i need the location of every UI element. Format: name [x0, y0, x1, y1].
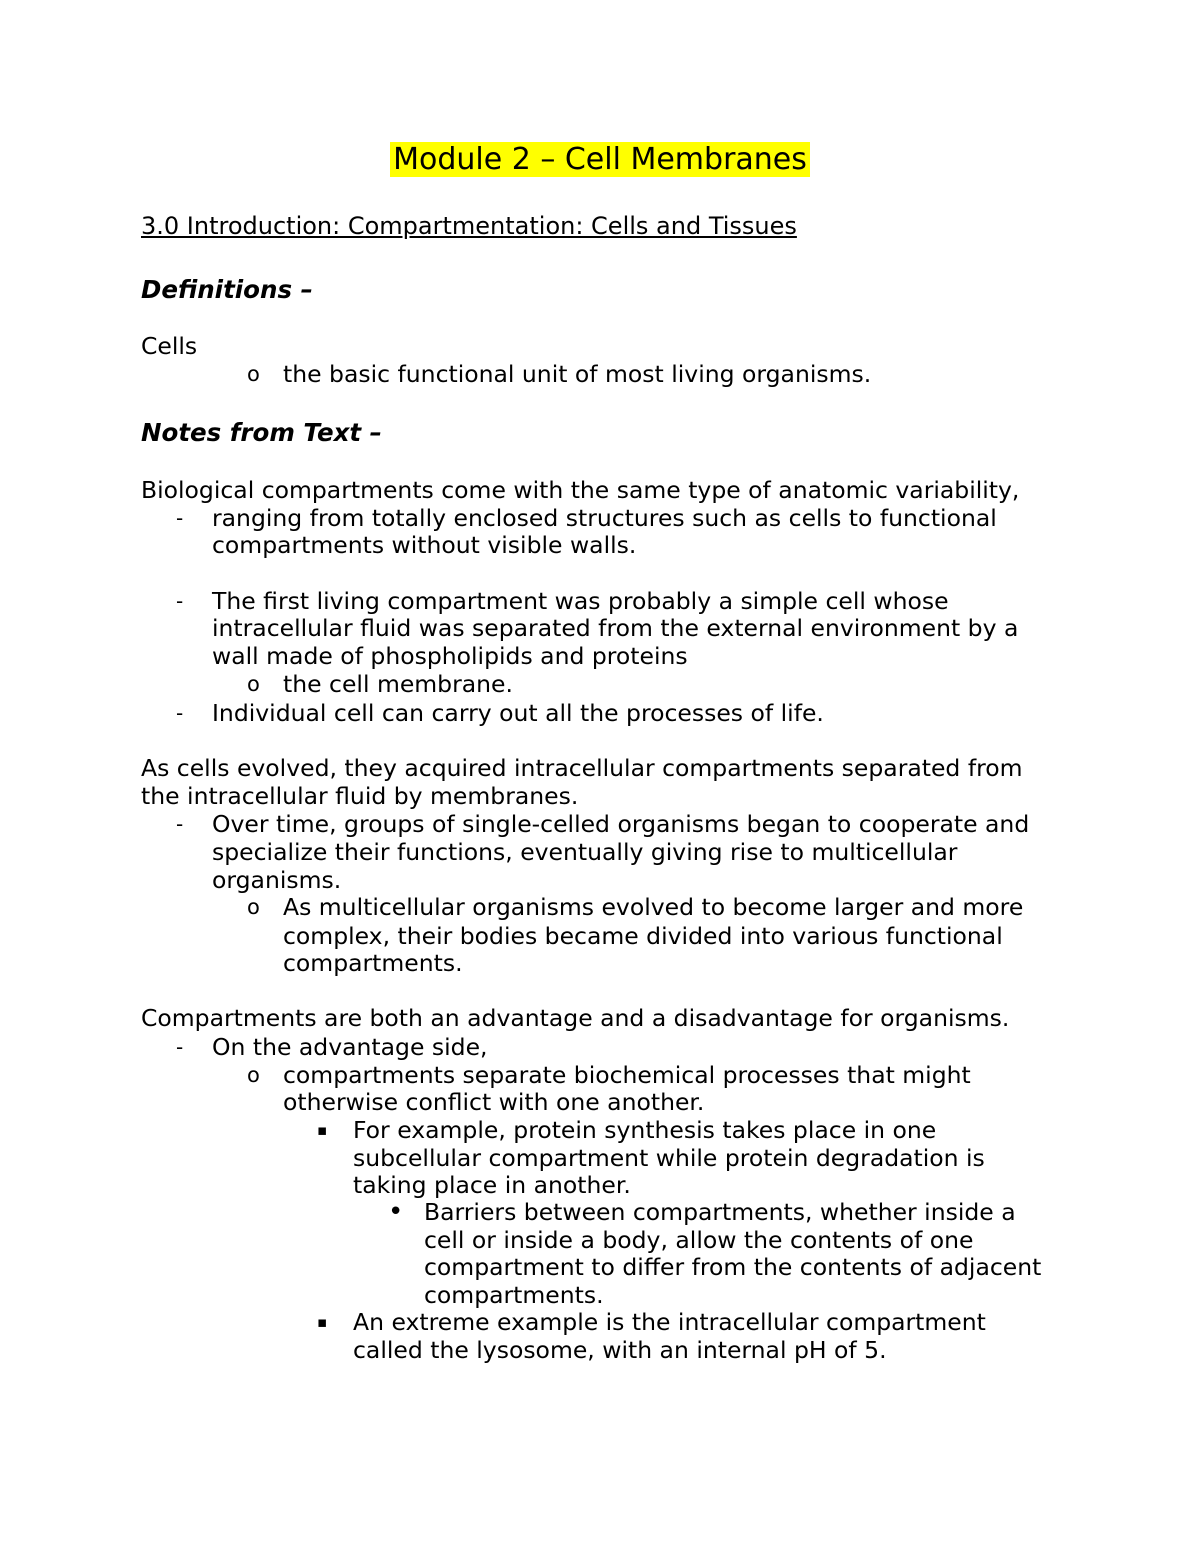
square-bullet: ▪ [317, 1121, 328, 1139]
list-item-text: the cell membrane. [283, 670, 513, 698]
list-item-text: compartments without visible walls. [212, 531, 637, 559]
list-item-text: Barriers between compartments, whether inside a [424, 1198, 1016, 1226]
list-item-text: ranging from totally enclosed structures such as cells to functional [212, 504, 997, 532]
list-item-text: intracellular fluid was separated from the external environment by a [212, 614, 1019, 642]
section-heading: 3.0 Introduction: Compartmentation: Cells and Tissues [141, 212, 797, 240]
list-item-text: subcellular compartment while protein degradation is [353, 1144, 985, 1172]
list-item-text: compartments. [283, 949, 463, 977]
list-item-text: compartments separate biochemical processes that might [283, 1061, 971, 1089]
circle-bullet: o [247, 895, 260, 919]
paragraph-text: the intracellular fluid by membranes. [141, 782, 579, 810]
dash-bullet: - [176, 812, 184, 836]
notes-heading: Notes from Text – [141, 418, 382, 447]
paragraph-text: Biological compartments come with the same type of anatomic variability, [141, 476, 1020, 504]
list-item-text: Individual cell can carry out all the processes of life. [212, 699, 824, 727]
list-item-text: called the lysosome, with an internal pH of 5. [353, 1336, 887, 1364]
list-item-text: As multicellular organisms evolved to become larger and more [283, 893, 1024, 921]
dash-bullet: - [176, 589, 184, 613]
dash-bullet: - [176, 1035, 184, 1059]
list-item-text: compartment to differ from the contents of adjacent [424, 1253, 1042, 1281]
paragraph-text: As cells evolved, they acquired intracellular compartments separated from [141, 754, 1023, 782]
page-title-wrap [0, 140, 1200, 180]
list-item-text: On the advantage side, [212, 1033, 488, 1061]
list-item-text: The first living compartment was probably a simple cell whose [212, 587, 949, 615]
list-item-text: wall made of phospholipids and proteins [212, 642, 688, 670]
list-item-text: specialize their functions, eventually giving rise to multicellular [212, 838, 958, 866]
list-item-text: taking place in another. [353, 1171, 631, 1199]
definitions-heading: Definitions – [141, 275, 313, 304]
definition-text: the basic functional unit of most living organisms. [283, 360, 872, 388]
list-item-text: organisms. [212, 866, 342, 894]
list-item-text: Over time, groups of single-celled organisms began to cooperate and [212, 810, 1030, 838]
definition-term: Cells [141, 332, 198, 360]
dash-bullet: - [176, 701, 184, 725]
circle-bullet: o [247, 672, 260, 696]
list-item-text: cell or inside a body, allow the contents of one [424, 1226, 974, 1254]
page-title: Module 2 – Cell Membranes [390, 142, 810, 177]
circle-bullet: o [247, 362, 260, 386]
list-item-text: compartments. [424, 1281, 604, 1309]
list-item-text: complex, their bodies became divided into various functional [283, 922, 1003, 950]
list-item-text: otherwise conflict with one another. [283, 1088, 705, 1116]
list-item-text: For example, protein synthesis takes place in one [353, 1116, 937, 1144]
dash-bullet: - [176, 506, 184, 530]
dot-bullet: • [388, 1197, 404, 1227]
paragraph-text: Compartments are both an advantage and a disadvantage for organisms. [141, 1004, 1010, 1032]
list-item-text: An extreme example is the intracellular compartment [353, 1308, 986, 1336]
circle-bullet: o [247, 1063, 260, 1087]
square-bullet: ▪ [317, 1313, 328, 1331]
